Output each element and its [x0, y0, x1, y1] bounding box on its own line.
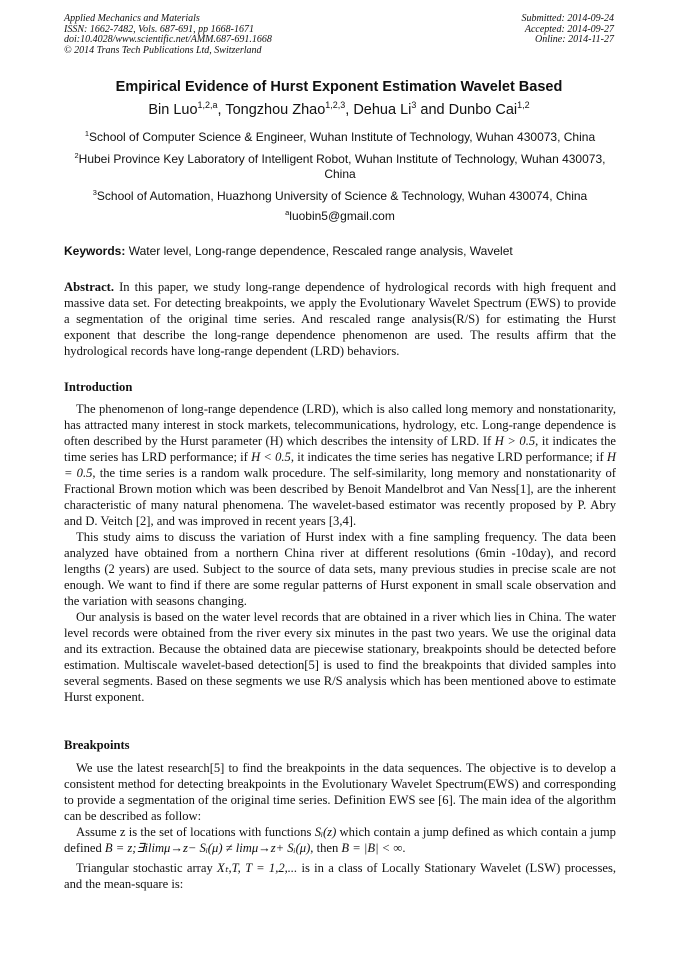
author-name: Tongzhou Zhao	[225, 102, 326, 118]
author-name: Bin Luo	[148, 102, 198, 118]
math-inline: H > 0.5	[494, 434, 536, 448]
affiliation-3	[64, 189, 616, 204]
author-sup: 1,2,3	[325, 100, 346, 111]
math-inline: Sᵢ(z)	[314, 825, 337, 839]
author-name: Dunbo Cai	[448, 102, 518, 118]
author-sup: 1,2	[517, 100, 530, 111]
affiliation-1	[64, 130, 616, 145]
text: The phenomenon of long-range dependence (LRD), which is also called long memory and nonstationarity, has attracted many interest in stock markets, telecommunications, hydrology, etc. Long-range dependence is often described by the Hurst parameter (H) which describes the intensity of LRD. If	[64, 402, 616, 448]
affiliation-sup: 2	[74, 151, 79, 160]
online-date: Online: 2014-11-27	[535, 34, 614, 46]
journal-copyright: © 2014 Trans Tech Publications Ltd, Switzerland	[64, 44, 262, 56]
journal-name: Applied Mechanics and Materials	[64, 13, 200, 24]
paragraph	[64, 401, 616, 529]
text: Assume z is the set of locations with functions	[76, 825, 312, 839]
keywords	[64, 244, 616, 258]
text: , then	[310, 841, 339, 855]
author-sup: 3	[411, 100, 417, 111]
paragraph: This study aims to discuss the variation of Hurst index with a fine sampling frequency. The data been analyzed have obtained from a northern China river at different resolutions (6min -10day), and record lengths (2 years) are used. Subject to the source of data sets, many previous studies in precise scale are not enough. We want to find if there are some regular patterns of Hurst exponent in small scale observation and the variation with seasons changing.	[64, 530, 616, 608]
introduction-body	[64, 401, 616, 705]
affiliation-text: Hubei Province Key Laboratory of Intelligent Robot, Wuhan Institute of Technology, Wuhan 430073, China	[78, 152, 606, 181]
author-sup: 1,2,a	[197, 100, 218, 111]
section-heading-breakpoints: Breakpoints	[64, 738, 130, 752]
abstract	[64, 279, 616, 359]
affiliation-sup: 1	[84, 129, 90, 138]
journal-doi: doi:10.4028/www.scientific.net/AMM.687-691.1668	[64, 34, 272, 46]
submitted-date: Submitted: 2014-09-24	[521, 13, 614, 24]
author-name: Dehua Li	[353, 102, 412, 118]
text: .	[402, 841, 406, 855]
math-inline: B = z;∃ilimμ→z− Sᵢ(μ) ≠ limμ→z+ Sᵢ(μ)	[104, 841, 311, 855]
dates-header	[522, 14, 615, 46]
abstract-text: In this paper, we study long-range dependence of hydrological records with high frequent and massive data set. For detecting breakpoints, we apply the Evolutionary Wavelet Spectrum (EWS) to provide a segmentation of the original time series. And rescaled range analysis(R/S) for estimating the Hurst exponent that describe the long-range dependence phenomenon are used. The results affirm that the hydrological records have long-range dependent (LRD) behaviors.	[64, 280, 616, 358]
math-inline: H < 0.5	[251, 450, 291, 464]
keywords-label: Keywords:	[64, 244, 126, 258]
breakpoints-body	[64, 760, 616, 892]
paragraph: Our analysis is based on the water level records that are obtained in a river which lies in China. The water level records were obtained from the river every six minutes in the past two years. We use the original data and its extraction. Because the obtained data are piecewise stationary, breakpoints should be detected before estimation. Multiscale wavelet-based detection[5] is used to find the breakpoints that divided samples into several segments. Based on these segments we use R/S analysis which has been mentioned above to estimate Hurst exponent.	[64, 610, 616, 704]
text: , it indicates the time series has LRD performance; if	[64, 434, 616, 464]
author-list: Bin Luo$^{1,2,a}$, Tongzhou Zhao$^{1,2,3}$, Dehua Li$^3$ and Dunbo Cai$^{1,2}$	[148, 100, 530, 118]
math-inline: H = 0.5	[64, 450, 617, 480]
journal-header	[64, 14, 272, 56]
accepted-date: Accepted: 2014-09-27	[524, 23, 614, 35]
text: , it indicates the time series has negative LRD performance; if	[290, 450, 604, 464]
author-email	[64, 209, 616, 224]
email-sup: a	[285, 208, 290, 217]
affiliation-text: School of Computer Science & Engineer, Wuhan Institute of Technology, Wuhan 430073, China	[89, 130, 596, 144]
text: which contain a jump defined as which contain a jump defined	[64, 825, 616, 855]
math-inline: Xₜ,T, T = 1,2,...	[217, 861, 298, 875]
abstract-label: Abstract.	[64, 280, 115, 294]
affiliation-sup: 3	[92, 188, 97, 197]
text: , the time series is a random walk procedure. The self-similarity, long memory and nonstationarity of Fractional Brown motion which was been described by Benoit Mandelbrot and Van Ness[1], are the inherent characteristic of many natural phenomena. The wavelet-based estimator was recently proposed by P. Abry and D. Veitch [2], and was improved in recent years [3,4].	[64, 466, 616, 528]
paragraph: We use the latest research[5] to find the breakpoints in the data sequences. The objective is to develop a consistent method for detecting breakpoints in the Evolutionary Wavelet Spectrum(EWS) and corresponding to provide a segmentation of the original time series. Definition EWS see [6]. The main idea of the algorithm can be described as follow:	[64, 761, 616, 823]
paragraph	[64, 860, 616, 892]
section-heading-introduction: Introduction	[64, 380, 133, 394]
math-inline: B = |B| < ∞	[341, 841, 403, 855]
paper-title: Empirical Evidence of Hurst Exponent Estimation Wavelet Based	[115, 79, 563, 95]
text: is in a class of Locally Stationary Wavelet (LSW) processes, and the mean-square is:	[64, 861, 616, 891]
affiliation-2	[64, 152, 616, 182]
paragraph	[64, 824, 616, 856]
journal-issn: ISSN: 1662-7482, Vols. 687-691, pp 1668-1671	[64, 23, 254, 35]
text: Triangular stochastic array	[76, 861, 213, 875]
email-text[interactable]: luobin5@gmail.com	[289, 209, 395, 223]
affiliation-text: School of Automation, Huazhong University of Science & Technology, Wuhan 430074, China	[96, 189, 588, 203]
keywords-text: Water level, Long-range dependence, Rescaled range analysis, Wavelet	[128, 244, 513, 258]
